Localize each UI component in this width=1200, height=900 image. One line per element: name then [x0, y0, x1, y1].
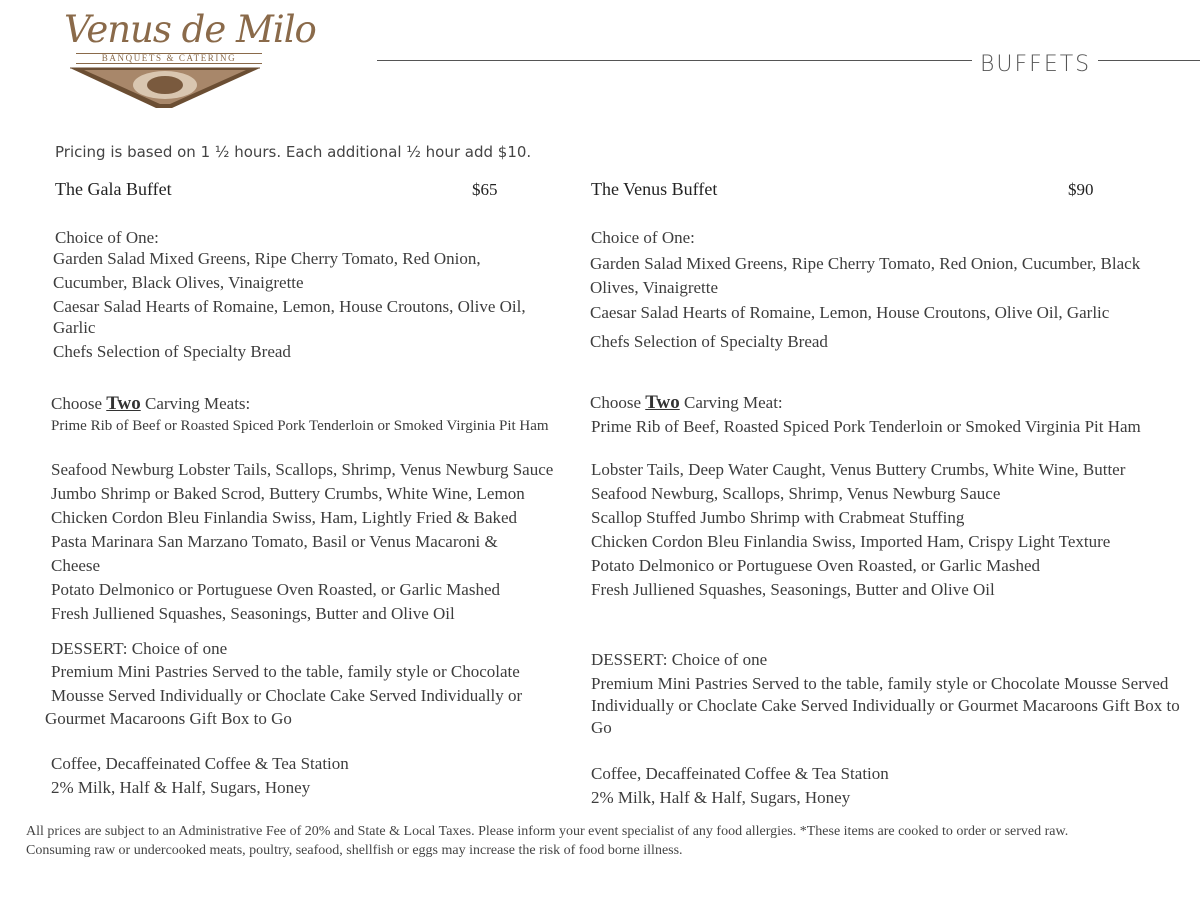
venus-dessert-text: Premium Mini Pastries Served to the table, family style or Chocolate Mousse Served Individually or Choclate Cake Served Individually or Gourmet Macaroons Gift Box to Go — [591, 674, 1180, 737]
venus-salad1a: Garden Salad Mixed Greens, Ripe Cherry Tomato, Red Onion, Cucumber, Black — [590, 254, 1141, 273]
venus-salad1b: Olives, Vinaigrette — [590, 278, 719, 297]
footer-line-2: Consuming raw or undercooked meats, poultry, seafood, shellfish or eggs may increase the risk of food borne illness. — [26, 843, 683, 858]
gala-entree: Chicken Cordon Bleu Finlandia Swiss, Ham, Lightly Fried & Baked — [51, 508, 518, 527]
gala-carving-two: Two — [106, 393, 141, 414]
gala-entree: Pasta Marinara San Marzano Tomato, Basil or Venus Macaroni & — [51, 532, 498, 551]
venus-carving-pre: Choose — [590, 393, 646, 412]
venus-de-milo-logo — [60, 8, 316, 110]
venus-entree: Potato Delmonico or Portuguese Oven Roasted, or Garlic Mashed — [591, 556, 1040, 575]
header-rule-left — [377, 60, 972, 61]
gala-entree: Fresh Julliened Squashes, Seasonings, Butter and Olive Oil — [51, 604, 455, 623]
gala-dessert-line: Gourmet Macaroons Gift Box to Go — [45, 709, 292, 728]
venus-salad2: Caesar Salad Hearts of Romaine, Lemon, House Croutons, Olive Oil, Garlic — [590, 303, 1110, 322]
logo-subtitle: BANQUETS & CATERING — [76, 53, 262, 64]
venus-carving-head — [590, 392, 783, 414]
gala-dessert-line: Mousse Served Individually or Choclate Cake Served Individually or — [51, 686, 523, 705]
gala-dessert-head: DESSERT: Choice of one — [51, 639, 228, 658]
venus-carving-two: Two — [645, 392, 680, 413]
venus-title: The Venus Buffet — [591, 179, 718, 199]
header-rule-right — [1098, 60, 1200, 61]
gala-choice-one: Choice of One: — [55, 228, 159, 247]
footer-disclaimer — [26, 822, 1186, 860]
gala-entree: Cheese — [51, 556, 101, 575]
gala-bread: Chefs Selection of Specialty Bread — [53, 342, 291, 361]
gala-salad2b: Garlic — [53, 318, 96, 337]
gala-carving-head — [51, 393, 250, 415]
venus-carving-items: Prime Rib of Beef, Roasted Spiced Pork Tenderloin or Smoked Virginia Pit Ham — [591, 417, 1141, 436]
venus-entree: Scallop Stuffed Jumbo Shrimp with Crabmeat Stuffing — [591, 508, 965, 527]
venus-milk: 2% Milk, Half & Half, Sugars, Honey — [591, 788, 851, 807]
venus-bread: Chefs Selection of Specialty Bread — [590, 332, 828, 351]
gala-coffee: Coffee, Decaffeinated Coffee & Tea Station — [51, 754, 349, 773]
venus-choice-one: Choice of One: — [591, 228, 695, 247]
venus-entree: Fresh Julliened Squashes, Seasonings, Butter and Olive Oil — [591, 580, 995, 599]
gala-carving-post: Carving Meats: — [140, 394, 251, 413]
gala-salad1b: Cucumber, Black Olives, Vinaigrette — [53, 273, 304, 292]
gala-salad1a: Garden Salad Mixed Greens, Ripe Cherry Tomato, Red Onion, — [53, 249, 481, 268]
gala-salad2a: Caesar Salad Hearts of Romaine, Lemon, House Croutons, Olive Oil, — [53, 297, 526, 316]
venus-entree: Seafood Newburg, Scallops, Shrimp, Venus Newburg Sauce — [591, 484, 1001, 503]
venus-price: $90 — [1068, 180, 1094, 199]
gala-price: $65 — [472, 180, 498, 199]
pricing-note: Pricing is based on 1 ½ hours. Each additional ½ hour add $10. — [55, 143, 532, 161]
gala-milk: 2% Milk, Half & Half, Sugars, Honey — [51, 778, 311, 797]
logo-script-text: Venus de Milo — [64, 8, 316, 51]
venus-entree: Chicken Cordon Bleu Finlandia Swiss, Imported Ham, Crispy Light Texture — [591, 532, 1111, 551]
gala-entree: Potato Delmonico or Portuguese Oven Roasted, or Garlic Mashed — [51, 580, 500, 599]
gala-entree: Seafood Newburg Lobster Tails, Scallops, Shrimp, Venus Newburg Sauce — [51, 460, 554, 479]
venus-carving-post: Carving Meat: — [679, 393, 783, 412]
gala-title: The Gala Buffet — [55, 179, 172, 199]
gala-entree: Jumbo Shrimp or Baked Scrod, Buttery Crumbs, White Wine, Lemon — [51, 484, 525, 503]
gala-carving-items: Prime Rib of Beef or Roasted Spiced Pork Tenderloin or Smoked Virginia Pit Ham — [51, 418, 549, 434]
venus-dessert-head: DESSERT: Choice of one — [591, 650, 768, 669]
venus-coffee: Coffee, Decaffeinated Coffee & Tea Station — [591, 764, 889, 783]
gala-dessert-line: Premium Mini Pastries Served to the table, family style or Chocolate — [51, 662, 520, 681]
footer-line-1: All prices are subject to an Administrative Fee of 20% and State & Local Taxes. Please inform your event specialist of any food allergies. *These items are cooked to order or served raw. — [26, 824, 1069, 839]
gala-carving-pre: Choose — [51, 394, 107, 413]
section-title: BUFFETS — [980, 52, 1092, 77]
venus-entree: Lobster Tails, Deep Water Caught, Venus Buttery Crumbs, White Wine, Butter — [591, 460, 1126, 479]
